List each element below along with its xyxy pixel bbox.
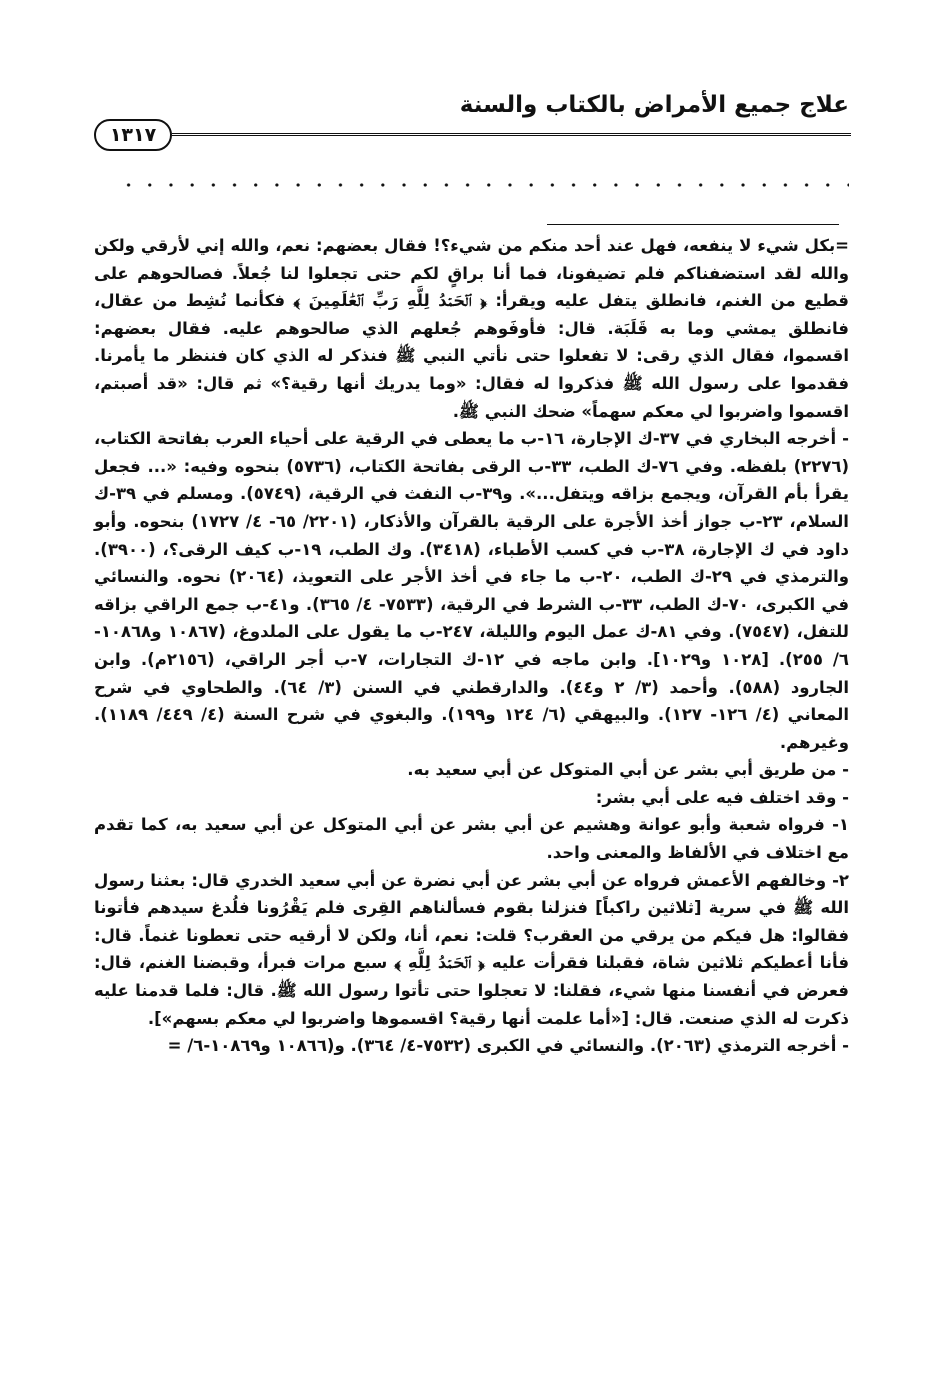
footnote-paragraph: - أخرجه الترمذي (٢٠٦٣). والنسائي في الكبرى (٧٥٣٢-٤/ ٣٦٤). و(١٠٨٦٦ و١٠٨٦٩-٦/ = [167, 1036, 849, 1056]
footnote-rule [547, 224, 839, 225]
page-number-badge: ١٣١٧ [94, 119, 172, 151]
footnote-paragraph: =بكل شيء لا ينفعه، فهل عند أحد منكم من شيء؟! فقال بعضهم: نعم، والله إني لأرقي ولكن والله لقد استضفناكم فلم تضيفونا، فما أنا براقٍ لكم حتى تجعلوا لنا جُعلاً. فصالحوهم على قطيع من الغنم، فانطلق يتفل عليه ويقرأ: ﴿ ٱلۡحَمۡدُ لِلَّهِ رَبِّ ٱلۡعَٰلَمِينَ ﴾ فكأنما نُشِط من عقال، فانطلق يمشي وما به قَلَبَة. قال: فأوفَوهم جُعلهم الذي صالحوهم عليه. فقال بعضهم: اقسموا، فقال الذي رقى: لا تفعلوا حتى نأتي النبي ﷺ فنذكر له الذي كان فننظر ما يأمرنا. فقدموا على رسول الله ﷺ فذكروا له فقال: «وما يدريك أنها رقية؟» ثم قال: «قد أصبتم، اقسموا واضربوا لي معكم سهماً» ضحك النبي ﷺ. [94, 236, 849, 421]
footnote-paragraph: ١- فرواه شعبة وأبو عوانة وهشيم عن أبي بشر عن أبي المتوكل عن أبي سعيد به، كما تقدم مع اختلاف في الألفاظ والمعنى واحد. [94, 815, 849, 863]
header-double-rule [172, 133, 851, 136]
dotted-separator [118, 180, 849, 190]
footnote-paragraph: ٢- وخالفهم الأعمش فرواه عن أبي بشر عن أبي نضرة عن أبي سعيد الخدري قال: بعثنا رسول الله ﷺ في سرية [ثلاثين راكباً] فنزلنا بقوم فسألناهم القِرى فلم يَقْرُونا فلُدغ سيدهم فأتونا فقالوا: هل فيكم من يرقي من العقرب؟ قلت: نعم، أنا، ولكن لا أرقيه حتى تعطونا غنماً. قال: فأنا أعطيكم ثلاثين شاة، فقبلنا فقرأت عليه ﴿ ٱلۡحَمۡدُ لِلَّهِ ﴾ سبع مرات فبرأ، وقبضنا الغنم، قال: فعرض في أنفسنا منها شيء، فقلنا: لا تعجلوا حتى تأتوا رسول الله ﷺ. قال: فلما قدمنا عليه ذكرت له الذي صنعت. قال: [«أما علمت أنها رقية؟ اقسموها واضربوا لي معكم بسهم»]. [94, 870, 849, 1028]
running-title: علاج جميع الأمراض بالكتاب والسنة [459, 92, 849, 118]
footnote-paragraph: - وقد اختلف فيه على أبي بشر: [595, 787, 849, 807]
footnote-paragraph: - أخرجه البخاري في ٣٧-ك الإجارة، ١٦-ب ما يعطى في الرقية على أحياء العرب بفاتحة الكتاب، (٢٢٧٦) بلفظه. وفي ٧٦-ك الطب، ٣٣-ب الرقى بفاتحة الكتاب، (٥٧٣٦) بنحوه وفيه: «... فجعل يقرأ بأم القرآن، ويجمع بزاقه ويتفل...». و٣٩-ب النفث في الرقية، (٥٧٤٩). ومسلم في ٣٩-ك السلام، ٢٣-ب جواز أخذ الأجرة على الرقية بالقرآن والأذكار، (٢٢٠١/ ٦٥- ٤/ ١٧٢٧) بنحوه. وأبو داود في ك الإجارة، ٣٨-ب في كسب الأطباء، (٣٤١٨). وك الطب، ١٩-ب كيف الرقى؟، (٣٩٠٠). والترمذي في ٢٩-ك الطب، ٢٠-ب ما جاء في أخذ الأجر على التعويذ، (٢٠٦٤) نحوه. والنسائي في الكبرى، ٧٠-ك الطب، ٣٣-ب الشرط في الرقية، (٧٥٣٣- ٤/ ٣٦٥). و٤١-ب جمع الراقي بزاقه للتفل، (٧٥٤٧). وفي ٨١-ك عمل اليوم والليلة، ٢٤٧-ب ما يقول على الملدوغ، (١٠٨٦٧ و١٠٨٦٨- ٦/ ٢٥٥). [١٠٢٨ و١٠٢٩]. وابن ماجه في ١٢-ك التجارات، ٧-ب أجر الراقي، (٢١٥٦م). وابن الجارود (٥٨٨). وأحمد (٣/ ٢ و٤٤). والدارقطني في السنن (٣/ ٦٤). والطحاوي في شرح المعاني (٤/ ١٢٦- ١٢٧). والبيهقي (٦/ ١٢٤ و١٩٩). والبغوي في شرح السنة (٤/ ٤٤٩/ ١١٨٩). وغيرهم. [94, 429, 850, 752]
footnote-paragraph: - من طريق أبي بشر عن أبي المتوكل عن أبي سعيد به. [407, 760, 849, 780]
footnote-body [94, 232, 849, 1060]
